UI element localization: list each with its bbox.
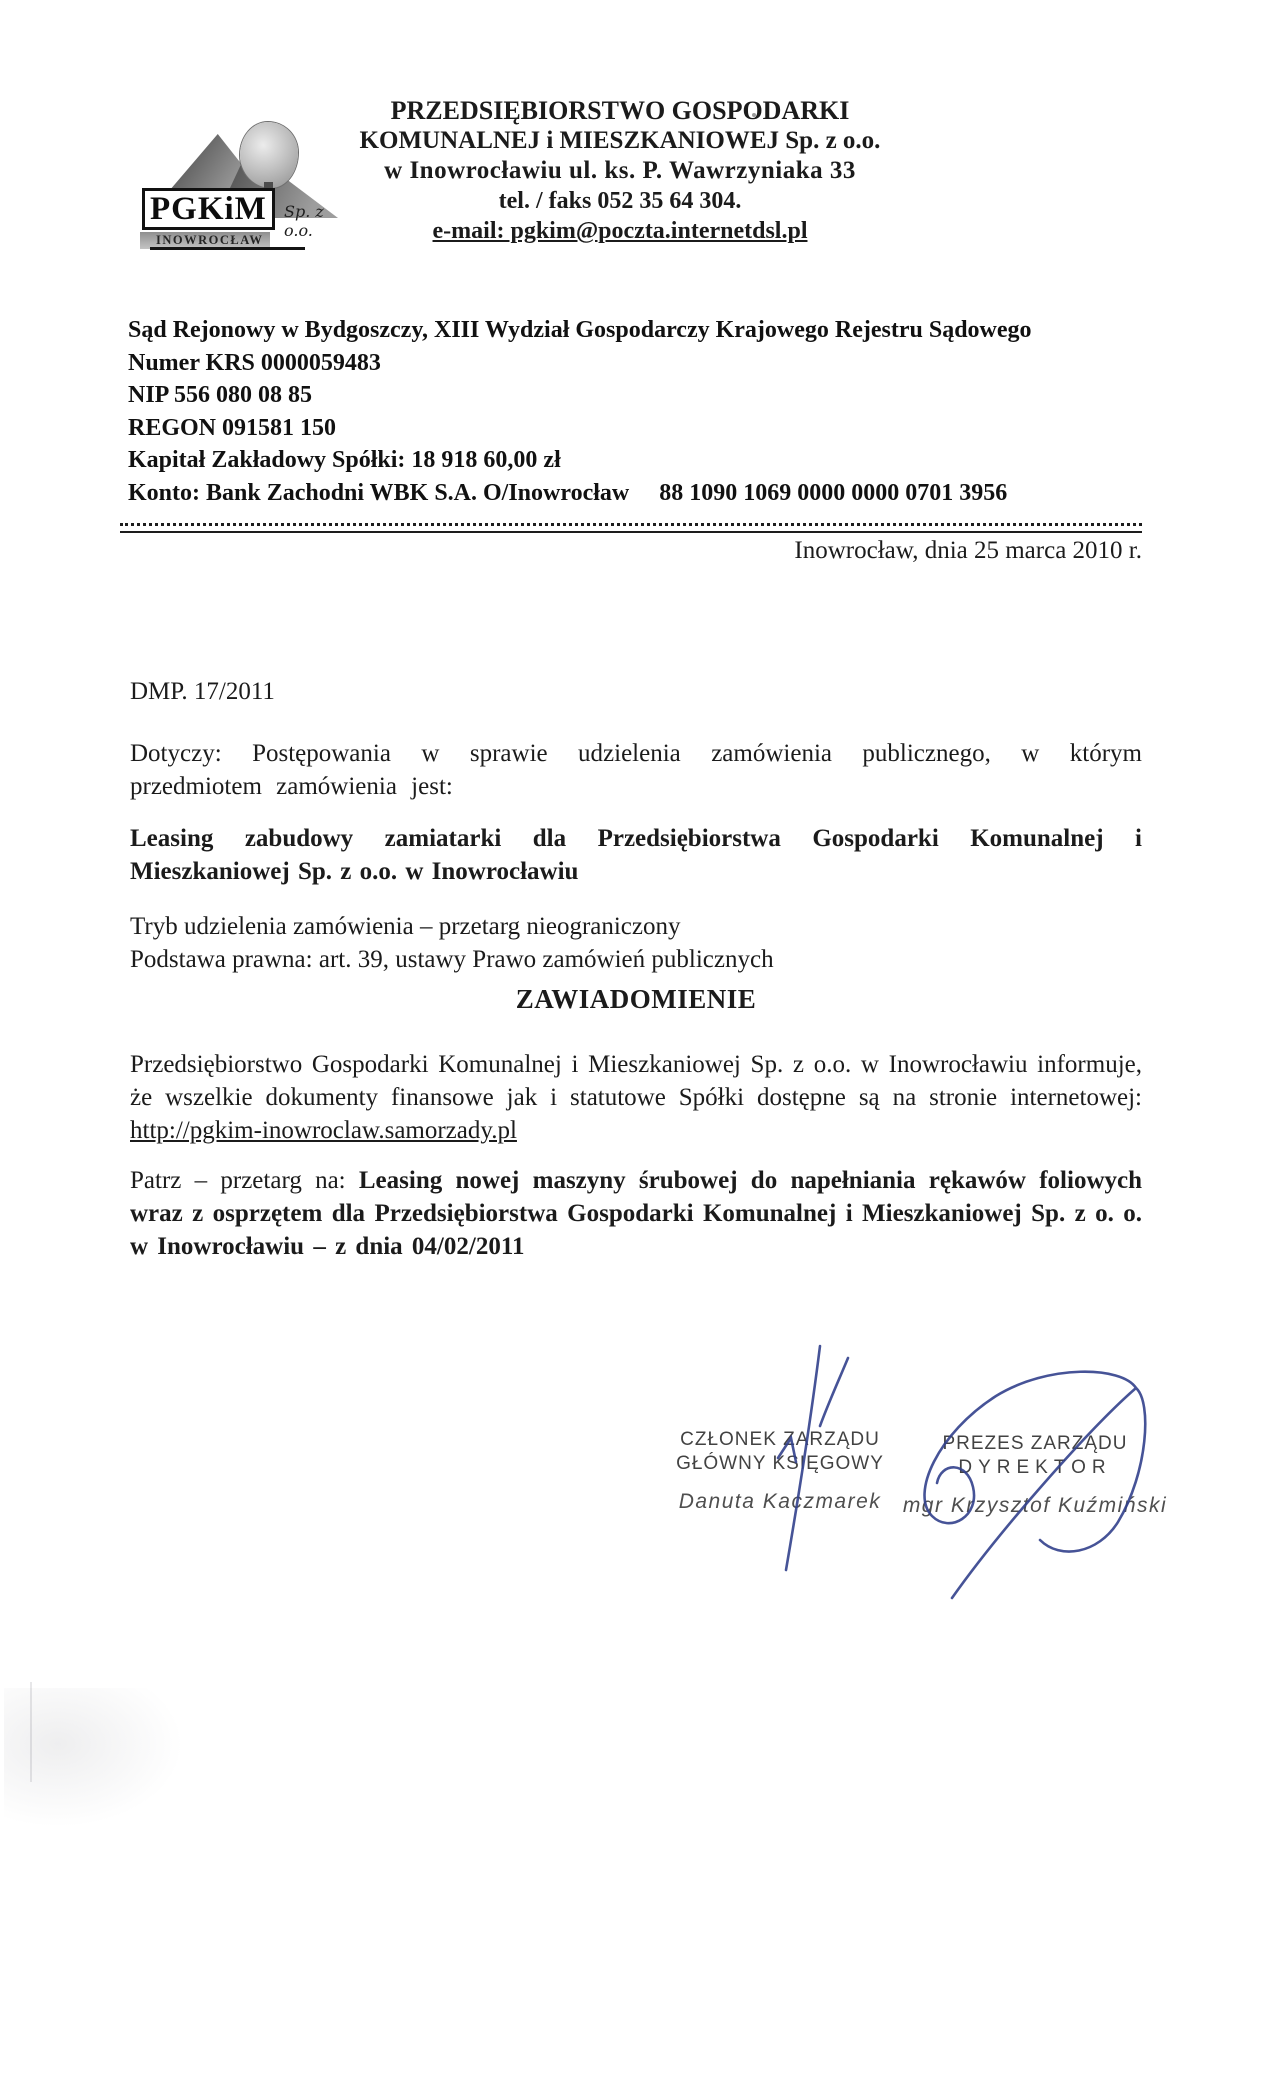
stamp-title-member: CZŁONEK ZARZĄDU xyxy=(680,1429,880,1450)
company-letterhead xyxy=(290,96,950,246)
registry-account xyxy=(128,477,1143,510)
registry-capital: Kapitał Zakładowy Spółki: 18 918 60,00 zł xyxy=(128,447,561,473)
procurement-mode: Tryb udzielenia zamówienia – przetarg nieograniczony xyxy=(130,913,681,940)
separator-rule xyxy=(120,523,1142,533)
logo-company-type: Sp. z o.o. xyxy=(284,202,324,240)
notice-paragraph xyxy=(130,1048,1142,1147)
account-label: Konto: Bank Zachodni WBK S.A. O/Inowrocław xyxy=(128,479,630,506)
tender-reference-paragraph xyxy=(130,1164,1142,1263)
notice-text: Przedsiębiorstwo Gospodarki Komunalnej i Mieszkaniowej Sp. z o.o. w Inowrocławiu informuje, że wszelkie dokumenty finansowe jak i statutowe Spółki dostępne są na stronie internetowej: xyxy=(130,1051,1142,1111)
signer-name-left: Danuta Kaczmarek xyxy=(678,1490,882,1513)
company-email: e-mail: pgkim@poczta.internetdsl.pl xyxy=(432,218,808,244)
logo-city: INOWROCŁAW xyxy=(140,232,270,249)
stamp-title-president: PREZES ZARZĄDU xyxy=(942,1433,1128,1454)
patrz-label: Patrz – przetarg na: xyxy=(130,1167,359,1194)
stamp-title-accountant: GŁÓWNY KSIĘGOWY xyxy=(676,1453,884,1474)
account-number: 88 1090 1069 0000 0000 0701 3956 xyxy=(659,479,1008,506)
registry-block xyxy=(128,314,1143,509)
registry-court: Sąd Rejonowy w Bydgoszczy, XIII Wydział Gospodarczy Krajowego Rejestru Sądowego xyxy=(128,317,1032,343)
stamp-title-director: DYREKTOR xyxy=(958,1457,1112,1478)
signature-block-right xyxy=(890,1432,1180,1518)
scan-smudge xyxy=(30,1682,32,1782)
company-name-line1: PRZEDSIĘBIORSTWO GOSPODARKI xyxy=(390,96,850,125)
legal-basis: Podstawa prawna: art. 39, ustawy Prawo zamówień publicznych xyxy=(130,946,774,973)
procurement-mode-block xyxy=(130,910,1142,976)
registry-regon: REGON 091581 150 xyxy=(128,414,337,441)
reference-number: DMP. 17/2011 xyxy=(130,678,275,705)
signature-block-left xyxy=(630,1428,930,1514)
patrz-subject: Leasing nowej maszyny śrubowej do napełniania rękawów foliowych wraz z osprzętem dla Przedsiębiorstwa Gospodarki Komunalnej i Mieszkaniowej Sp. z o. o. w Inowrocławiu – z dnia 04/02/2011 xyxy=(130,1167,1142,1260)
notice-heading: ZAWIADOMIENIE xyxy=(515,984,757,1014)
logo-acronym: PGKiM xyxy=(142,188,275,230)
company-name-line2: KOMUNALNEJ i MIESZKANIOWEJ Sp. z o.o. xyxy=(359,127,881,154)
registry-nip: NIP 556 080 08 85 xyxy=(128,382,313,408)
order-subject: Leasing zabudowy zamiatarki dla Przedsiębiorstwa Gospodarki Komunalnej i Mieszkaniowej Sp. z o.o. w Inowrocławiu xyxy=(130,825,1142,885)
logo-underline xyxy=(150,247,305,250)
date-line: Inowrocław, dnia 25 marca 2010 r. xyxy=(794,537,1142,564)
website-link: http://pgkim-inowroclaw.samorzady.pl xyxy=(130,1117,517,1144)
pen-stroke-left-icon xyxy=(820,1358,848,1426)
subject-intro-paragraph: Dotyczy: Postępowania w sprawie udzielenia zamówienia publicznego, w którym przedmiotem zamówienia jest: xyxy=(130,740,1142,800)
company-phone: tel. / faks 052 35 64 304. xyxy=(498,188,742,214)
signer-name-right: mgr Krzysztof Kuźmiński xyxy=(902,1494,1168,1517)
company-address: w Inowrocławiu ul. ks. P. Wawrzyniaka 33 xyxy=(384,157,856,184)
registry-krs: Numer KRS 0000059483 xyxy=(128,349,381,376)
